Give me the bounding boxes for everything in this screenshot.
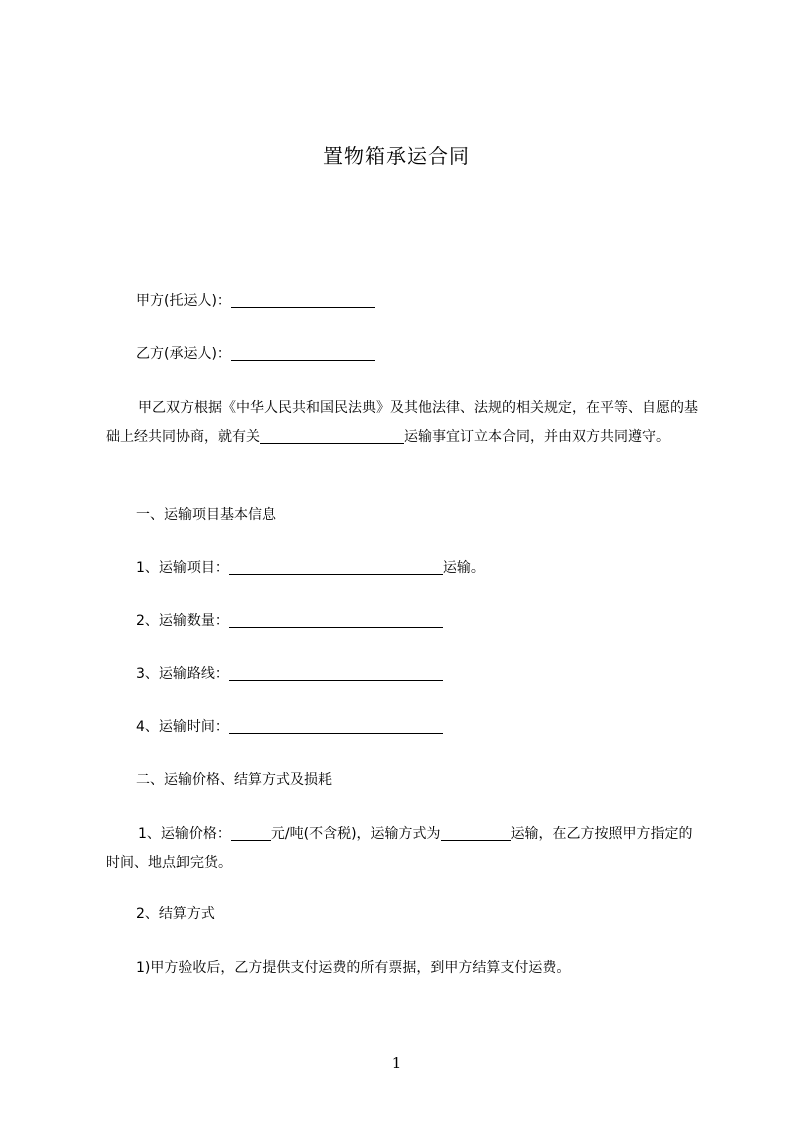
intro-blank[interactable] — [260, 427, 404, 444]
item2-blank[interactable] — [229, 611, 443, 628]
party-a-blank[interactable] — [231, 291, 375, 308]
section2-heading: 二、运输价格、结算方式及损耗 — [136, 772, 332, 788]
price-paragraph — [106, 820, 706, 878]
item3-label: 3、运输路线： — [136, 666, 229, 682]
party-a-label: 甲方(托运人)： — [136, 293, 231, 309]
item4-blank[interactable] — [229, 717, 443, 734]
item4-label: 4、运输时间： — [136, 719, 229, 735]
item1-line — [136, 554, 485, 582]
price-text-1: 1、运输价格： — [138, 826, 231, 842]
section1-heading: 一、运输项目基本信息 — [136, 507, 276, 523]
transport-mode-blank[interactable] — [441, 824, 511, 841]
item3-line — [136, 660, 443, 688]
party-b-line — [136, 340, 375, 368]
page-number: 1 — [391, 1054, 402, 1072]
price-text-3: 运输，在乙方按照甲方指定的时间、地点卸完货。 — [106, 826, 693, 871]
party-a-line — [136, 287, 375, 315]
party-b-blank[interactable] — [231, 344, 375, 361]
item2-label: 2、运输数量： — [136, 613, 229, 629]
settlement-heading: 2、结算方式 — [136, 906, 215, 922]
item1-blank[interactable] — [229, 558, 443, 575]
intro-paragraph — [106, 394, 706, 452]
item3-blank[interactable] — [229, 664, 443, 681]
item1-suffix: 运输。 — [442, 560, 485, 576]
item1-label: 1、运输项目： — [136, 560, 229, 576]
settlement-item-1: 1)甲方验收后，乙方提供支付运费的所有票据，到甲方结算支付运费。 — [136, 960, 571, 976]
item2-line — [136, 607, 443, 635]
price-blank[interactable] — [231, 824, 271, 841]
intro-text-2: 运输事宜订立本合同，并由双方共同遵守。 — [404, 429, 670, 445]
document-title: 置物箱承运合同 — [323, 144, 470, 168]
item4-line — [136, 713, 443, 741]
party-b-label: 乙方(承运人)： — [136, 346, 231, 362]
price-text-2: 元/吨(不含税)，运输方式为 — [270, 826, 441, 842]
intro-text-1: 甲乙双方根据《中华人民共和国民法典》及其他法律、法规的相关规定，在平等、自愿的基础上经共同协商，就有关 — [106, 400, 698, 445]
